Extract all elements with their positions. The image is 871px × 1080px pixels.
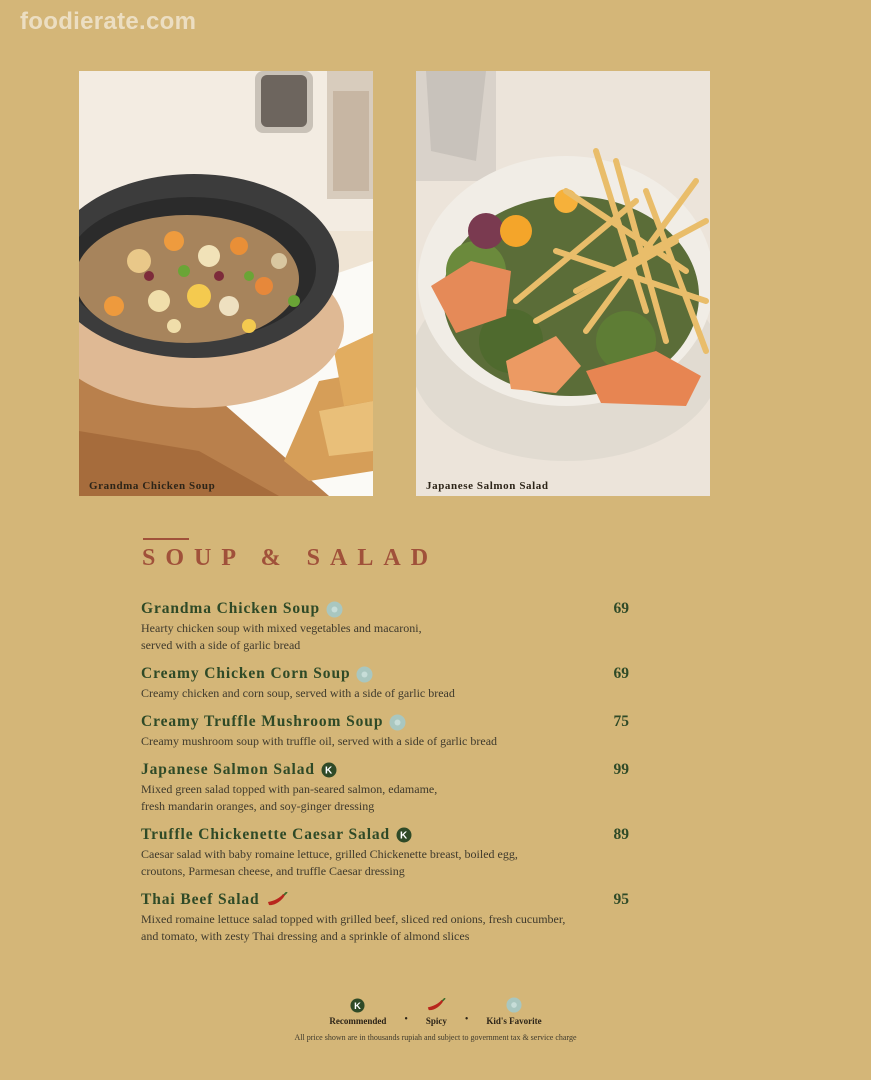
item-description: Mixed green salad topped with pan-seared salmon, edamame, fresh mandarin oranges, and soy-ginger dressing xyxy=(141,782,438,813)
item-price: 99 xyxy=(613,761,629,778)
kids-favorite-icon xyxy=(356,666,373,683)
legend xyxy=(0,997,871,1042)
legend-spicy: Spicy xyxy=(426,998,447,1026)
watermark: foodierate.com xyxy=(20,8,197,35)
menu-item xyxy=(141,761,631,815)
legend-separator: • xyxy=(404,1014,408,1025)
kids-favorite-icon xyxy=(506,997,522,1013)
item-name: Grandma Chicken Soup xyxy=(141,600,321,617)
menu-item xyxy=(141,600,631,654)
price-footnote: All price shown are in thousands rupiah and subject to government tax & service charge xyxy=(294,1033,577,1042)
kids-favorite-icon xyxy=(389,714,406,731)
svg-text:K: K xyxy=(324,765,334,777)
legend-separator: • xyxy=(464,1014,469,1025)
photo-grandma-chicken-soup xyxy=(79,71,373,496)
item-name: Thai Beef Salad xyxy=(141,891,260,908)
item-description: Creamy chicken and corn soup, served with a side of garlic bread xyxy=(141,686,455,700)
legend-recommended: K Recommended xyxy=(329,998,386,1026)
soup-illustration xyxy=(79,71,373,496)
svg-text:K: K xyxy=(400,830,409,842)
photo-japanese-salmon-salad xyxy=(416,71,710,496)
item-description: Caesar salad with baby romaine lettuce, grilled Chickenette breast, boiled egg, croutons, Parmesan cheese, and truffle Caesar dressing xyxy=(141,847,518,878)
recommended-icon xyxy=(350,998,365,1013)
item-price: 75 xyxy=(613,713,629,730)
item-price: 69 xyxy=(613,600,629,617)
item-price: 89 xyxy=(613,826,629,843)
recommended-icon xyxy=(396,827,412,843)
salad-illustration xyxy=(416,71,710,496)
item-name: Japanese Salmon Salad xyxy=(141,761,315,778)
chili-pepper-icon xyxy=(426,998,446,1013)
section-title-rule xyxy=(143,538,189,540)
photo-caption: Grandma Chicken Soup xyxy=(89,480,216,492)
item-name: Truffle Chickenette Caesar Salad xyxy=(141,826,391,843)
recommended-icon xyxy=(321,762,337,778)
menu-item xyxy=(141,891,631,945)
item-name: Creamy Chicken Corn Soup xyxy=(141,665,351,682)
photo-caption: Japanese Salmon Salad xyxy=(426,480,549,492)
item-name: Creamy Truffle Mushroom Soup xyxy=(141,713,384,730)
chili-pepper-icon xyxy=(266,892,288,908)
item-price: 95 xyxy=(613,891,629,908)
menu-item xyxy=(141,826,631,880)
legend-kids-favorite: Kid's Favorite xyxy=(486,997,541,1026)
item-description: Mixed romaine lettuce salad topped with grilled beef, sliced red onions, fresh cucumber, and tomato, with zesty Thai dressing and a sprinkle of almond slices xyxy=(141,912,566,943)
section-title: SOUP & SALAD xyxy=(142,545,439,571)
svg-text:K: K xyxy=(354,1000,362,1011)
menu-item xyxy=(141,665,631,702)
item-description: Hearty chicken soup with mixed vegetables and macaroni, served with a side of garlic bread xyxy=(141,621,422,652)
menu-item xyxy=(141,713,631,750)
item-description: Creamy mushroom soup with truffle oil, served with a side of garlic bread xyxy=(141,734,498,748)
kids-favorite-icon xyxy=(326,601,343,618)
item-price: 69 xyxy=(613,665,629,682)
